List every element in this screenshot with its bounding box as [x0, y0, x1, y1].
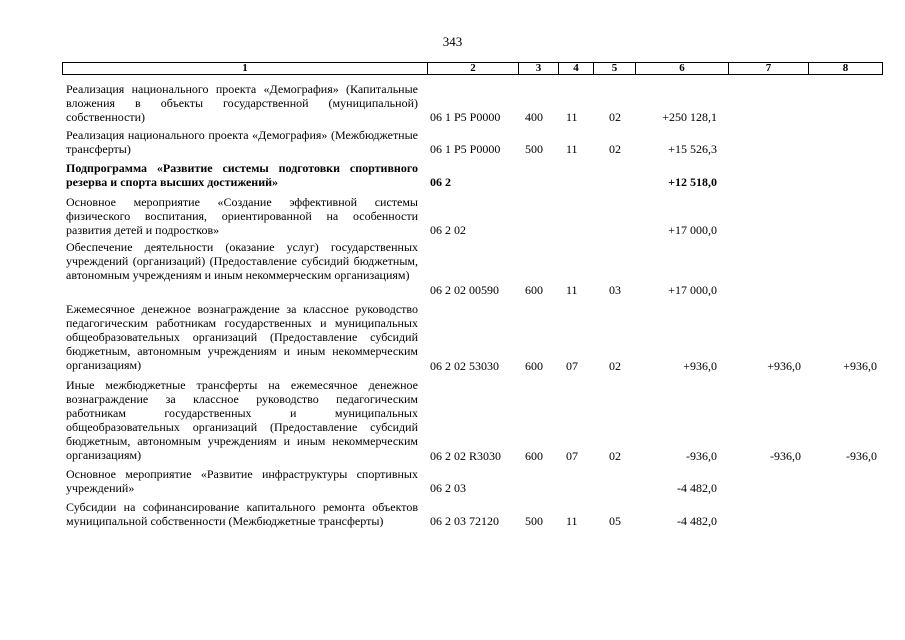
row-col-4: 11 [566, 142, 578, 156]
row-col-6: +15 526,3 [668, 142, 717, 156]
row-col-5: 05 [609, 514, 621, 528]
row-description: Субсидии на софинансирование капитального ремонта объектов муниципальной собственности (Межбюджетные трансферты) [66, 500, 418, 528]
row-col-4: 11 [566, 514, 578, 528]
row-col-3: 500 [525, 514, 543, 528]
table-row [0, 161, 905, 189]
row-col-6: -4 482,0 [677, 514, 717, 528]
row-code: 06 2 03 [430, 481, 466, 495]
header-col-6: 6 [636, 63, 729, 74]
row-col-4: 11 [566, 110, 578, 124]
row-code: 06 1 P5 P0000 [430, 142, 501, 156]
header-col-8: 8 [842, 62, 849, 74]
row-col-6: -936,0 [686, 449, 717, 463]
row-col-6: +17 000,0 [668, 283, 717, 297]
row-col-6: +12 518,0 [668, 175, 717, 189]
row-description: Обеспечение деятельности (оказание услуг) государственных учреждений (организаций) (Предоставление субсидий бюджетным, автономным учреждениям и иным некоммерческим организациям) [66, 240, 418, 282]
row-col-4: 07 [566, 449, 578, 463]
row-description: Основное мероприятие «Создание эффективной системы физического воспитания, ориентированной на особенности развития детей и подростков» [66, 195, 418, 237]
table-row [0, 240, 905, 297]
table-row [0, 82, 905, 124]
row-col-6: +17 000,0 [668, 223, 717, 237]
row-col-7: +936,0 [767, 359, 801, 373]
row-col-7: -936,0 [770, 449, 801, 463]
row-col-3: 600 [525, 359, 543, 373]
header-col-1: 1 [63, 63, 428, 74]
row-col-8: +936,0 [843, 359, 877, 373]
row-code: 06 2 02 R3030 [430, 449, 502, 463]
row-code: 06 2 02 [430, 223, 466, 237]
row-description: Реализация национального проекта «Демография» (Межбюджетные трансферты) [66, 128, 418, 156]
row-col-5: 03 [609, 283, 621, 297]
table-row [0, 500, 905, 528]
row-col-5: 02 [609, 110, 621, 124]
table-row [0, 467, 905, 495]
row-col-3: 600 [525, 449, 543, 463]
row-code: 06 2 02 00590 [430, 283, 499, 297]
row-description: Основное мероприятие «Развитие инфраструктуры спортивных учреждений» [66, 467, 418, 495]
row-col-3: 500 [525, 142, 543, 156]
table-header [62, 62, 883, 75]
row-code: 06 1 P5 P0000 [430, 110, 501, 124]
row-col-5: 02 [609, 359, 621, 373]
table-row [0, 378, 905, 463]
row-col-4: 07 [566, 359, 578, 373]
row-col-6: +936,0 [683, 359, 717, 373]
table-row [0, 195, 905, 237]
row-col-6: +250 128,1 [662, 110, 717, 124]
row-col-8: -936,0 [846, 449, 877, 463]
row-col-5: 02 [609, 449, 621, 463]
row-col-3: 600 [525, 283, 543, 297]
row-description: Иные межбюджетные трансферты на ежемесячное денежное вознаграждение за классное руководство педагогическим работникам государственных и муниципальных общеобразовательных организаций (Предоставление субсидий бюджетным, автономным учреждениям и иным некоммерческим организациям) [66, 378, 418, 462]
header-col-3: 3 [519, 63, 559, 74]
header-col-2: 2 [428, 63, 519, 74]
table-row [0, 128, 905, 156]
header-col-4: 4 [559, 63, 594, 74]
row-description: Подпрограмма «Развитие системы подготовки спортивного резерва и спорта высших достижений» [66, 161, 418, 189]
page-number: 343 [442, 34, 463, 49]
row-col-5: 02 [609, 142, 621, 156]
table-row [0, 302, 905, 373]
row-description: Ежемесячное денежное вознаграждение за классное руководство педагогическим работникам государственных и муниципальных общеобразовательных организаций (Предоставление субсидий бюджетным, автономным учреждениям и иным некоммерческим организациям) [66, 302, 418, 372]
row-code: 06 2 02 53030 [430, 359, 499, 373]
row-col-4: 11 [566, 283, 578, 297]
row-col-3: 400 [525, 110, 543, 124]
header-col-7: 7 [729, 63, 809, 74]
row-col-6: -4 482,0 [677, 481, 717, 495]
header-col-5: 5 [594, 63, 636, 74]
row-code: 06 2 [430, 175, 451, 189]
row-description: Реализация национального проекта «Демография» (Капитальные вложения в объекты государственной (муниципальной) собственности) [66, 82, 418, 124]
row-code: 06 2 03 72120 [430, 514, 499, 528]
